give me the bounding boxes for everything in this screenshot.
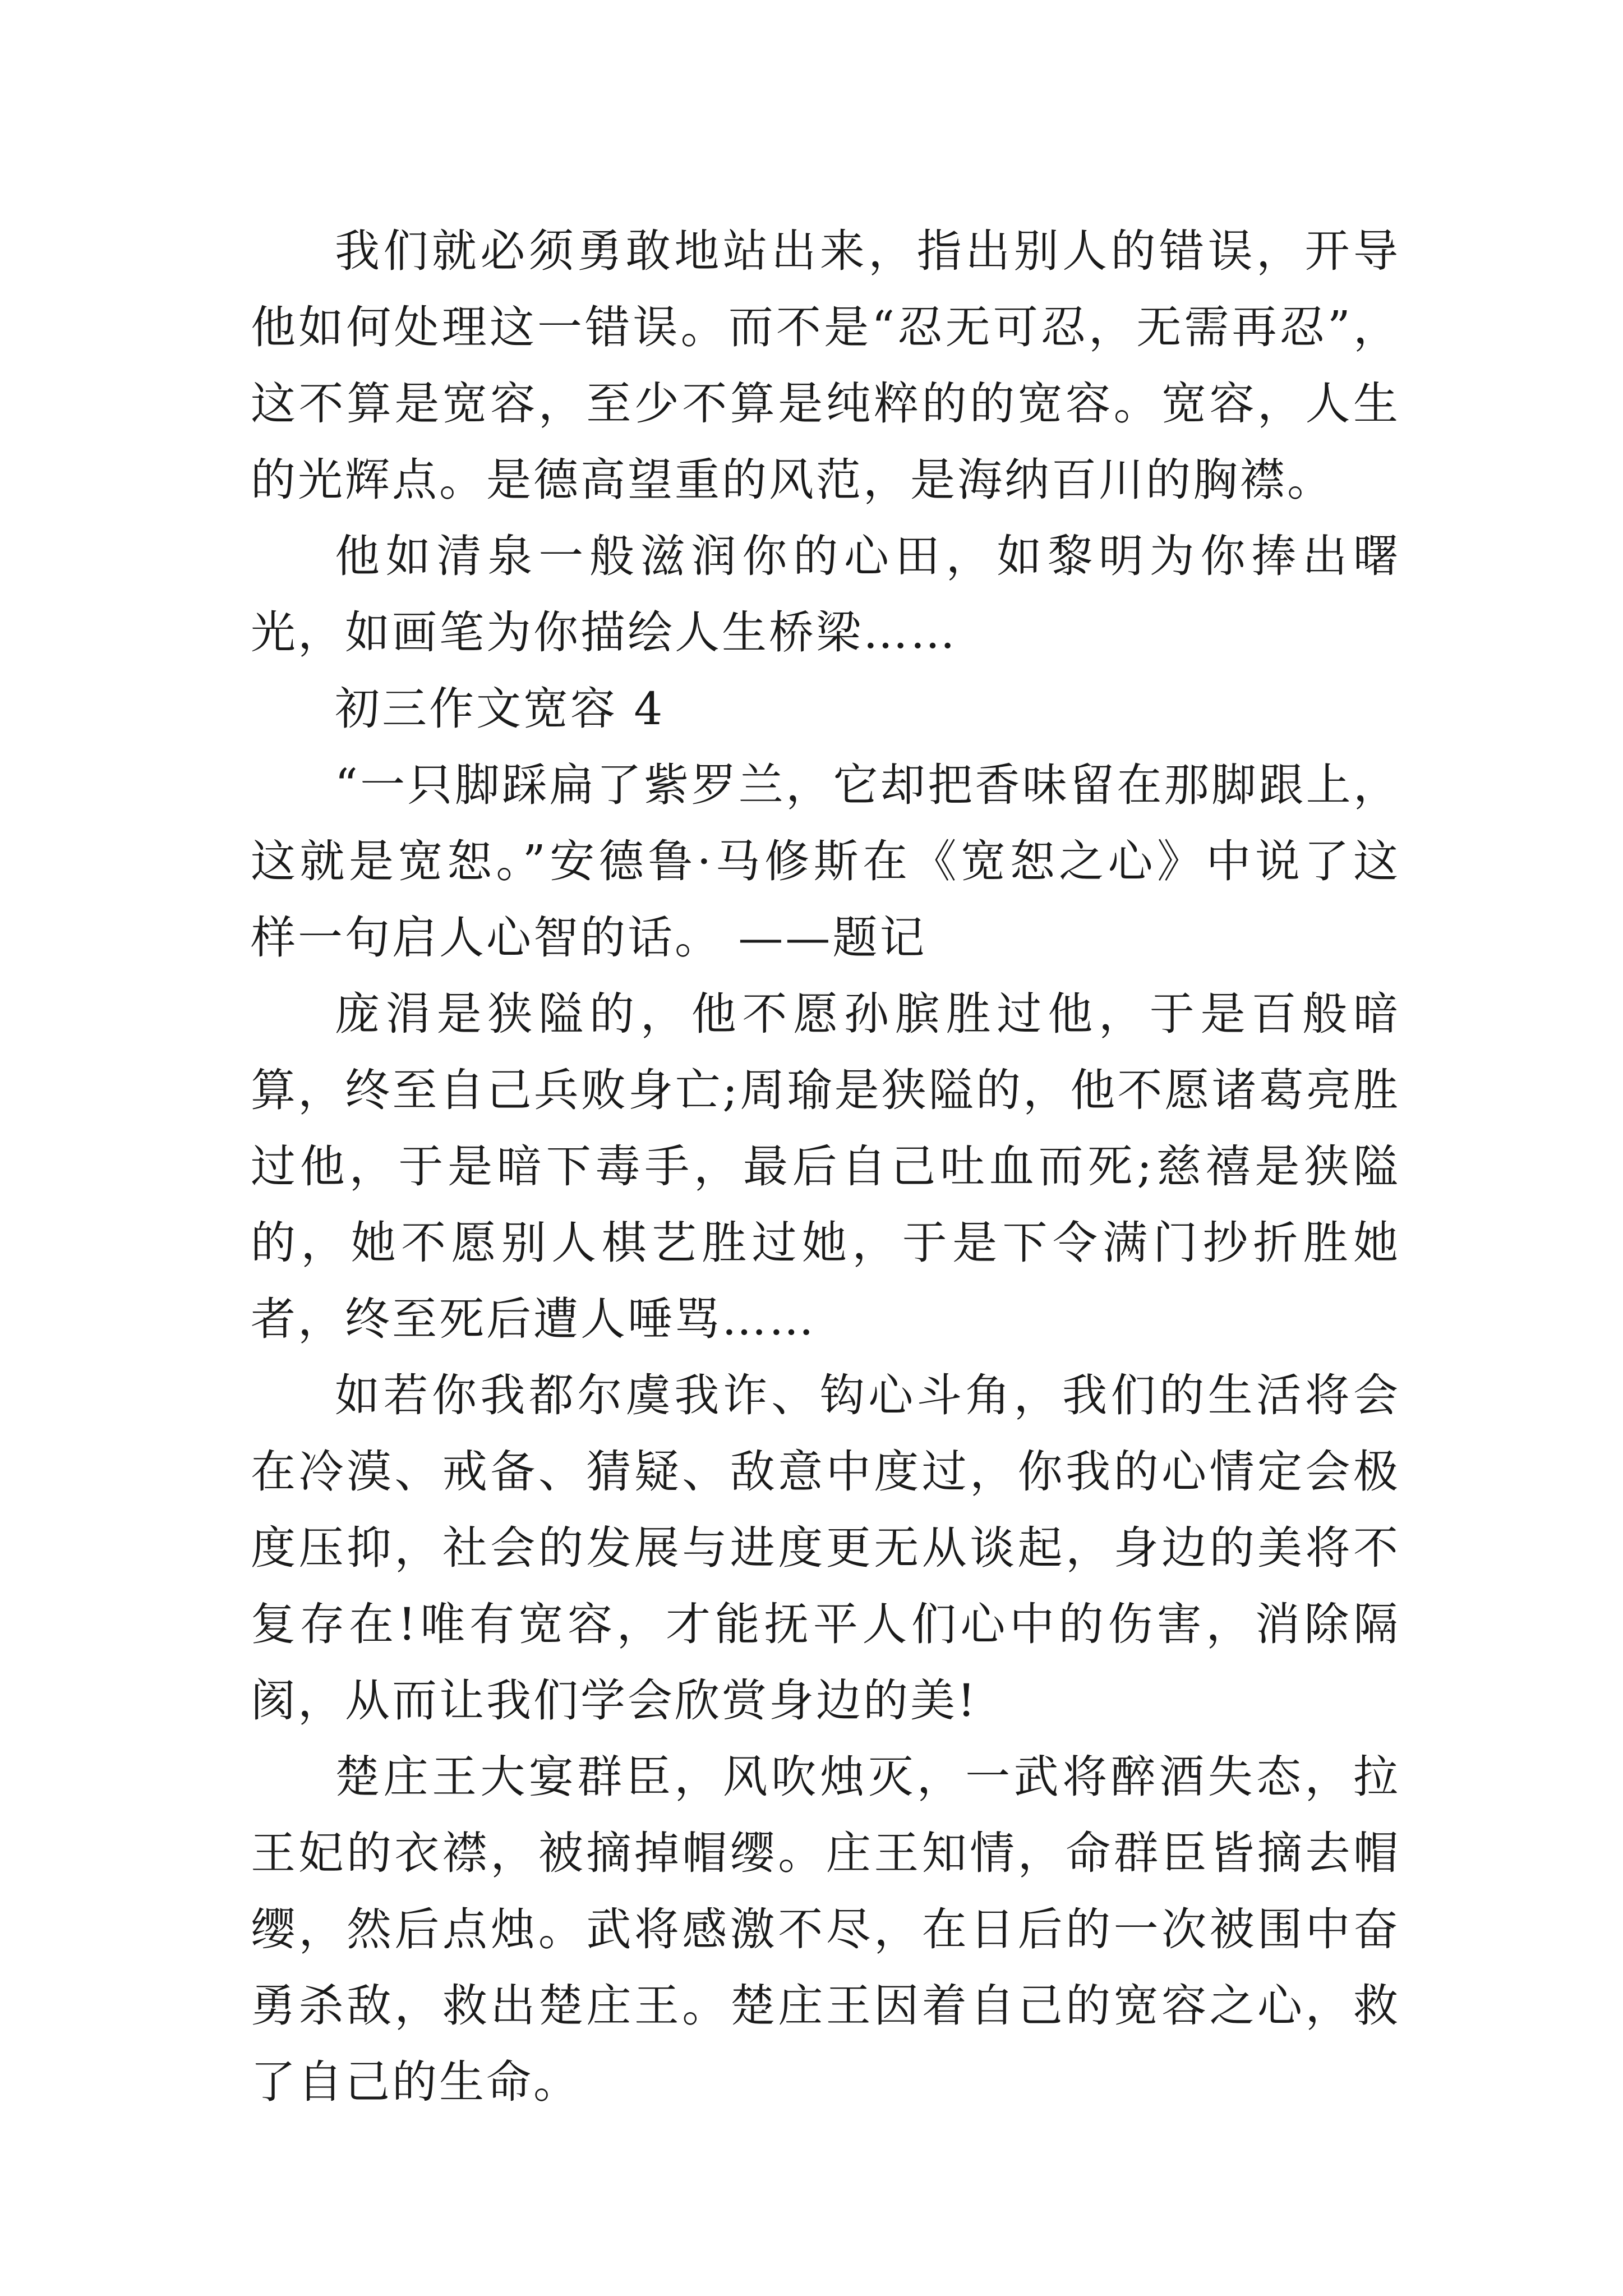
paragraph-quote: “一只脚踩扁了紫罗兰，它却把香味留在那脚跟上，这就是宽恕。”安德鲁·马修斯在《宽恕之心》中说了这样一句启人心智的话。 ——题记 bbox=[251, 759, 1400, 964]
section-title: 初三作文宽容 4 bbox=[335, 683, 665, 735]
paragraph-1: 我们就必须勇敢地站出来，指出别人的错误，开导他如何处理这一错误。而不是“忍无可忍，无需再忍”，这不算是宽容，至少不算是纯粹的的宽容。宽容，人生的光辉点。是德高望重的风范，是海纳百川的胸襟。 bbox=[251, 225, 1400, 506]
document-body bbox=[251, 213, 1400, 2120]
paragraph-3: 庞涓是狭隘的，他不愿孙膑胜过他，于是百般暗算，终至自己兵败身亡;周瑜是狭隘的，他不愿诸葛亮胜过他，于是暗下毒手，最后自己吐血而死;慈禧是狭隘的，她不愿别人棋艺胜过她，于是下令满门抄折胜她者，终至死后遭人唾骂…… bbox=[251, 988, 1400, 1345]
paragraph-4: 如若你我都尔虞我诈、钩心斗角，我们的生活将会在冷漠、戒备、猜疑、敌意中度过，你我的心情定会极度压抑，社会的发展与进度更无从谈起，身边的美将不复存在!唯有宽容，才能抚平人们心中的伤害，消除隔阂，从而让我们学会欣赏身边的美! bbox=[251, 1369, 1400, 1727]
paragraph-2: 他如清泉一般滋润你的心田，如黎明为你捧出曙光，如画笔为你描绘人生桥梁…… bbox=[251, 530, 1400, 659]
paragraph-5: 楚庄王大宴群臣，风吹烛灭，一武将醉酒失态，拉王妃的衣襟，被摘掉帽缨。庄王知情，命群臣皆摘去帽缨，然后点烛。武将感激不尽，在日后的一次被围中奋勇杀敌，救出楚庄王。楚庄王因着自己的宽容之心，救了自己的生命。 bbox=[251, 1751, 1400, 2108]
